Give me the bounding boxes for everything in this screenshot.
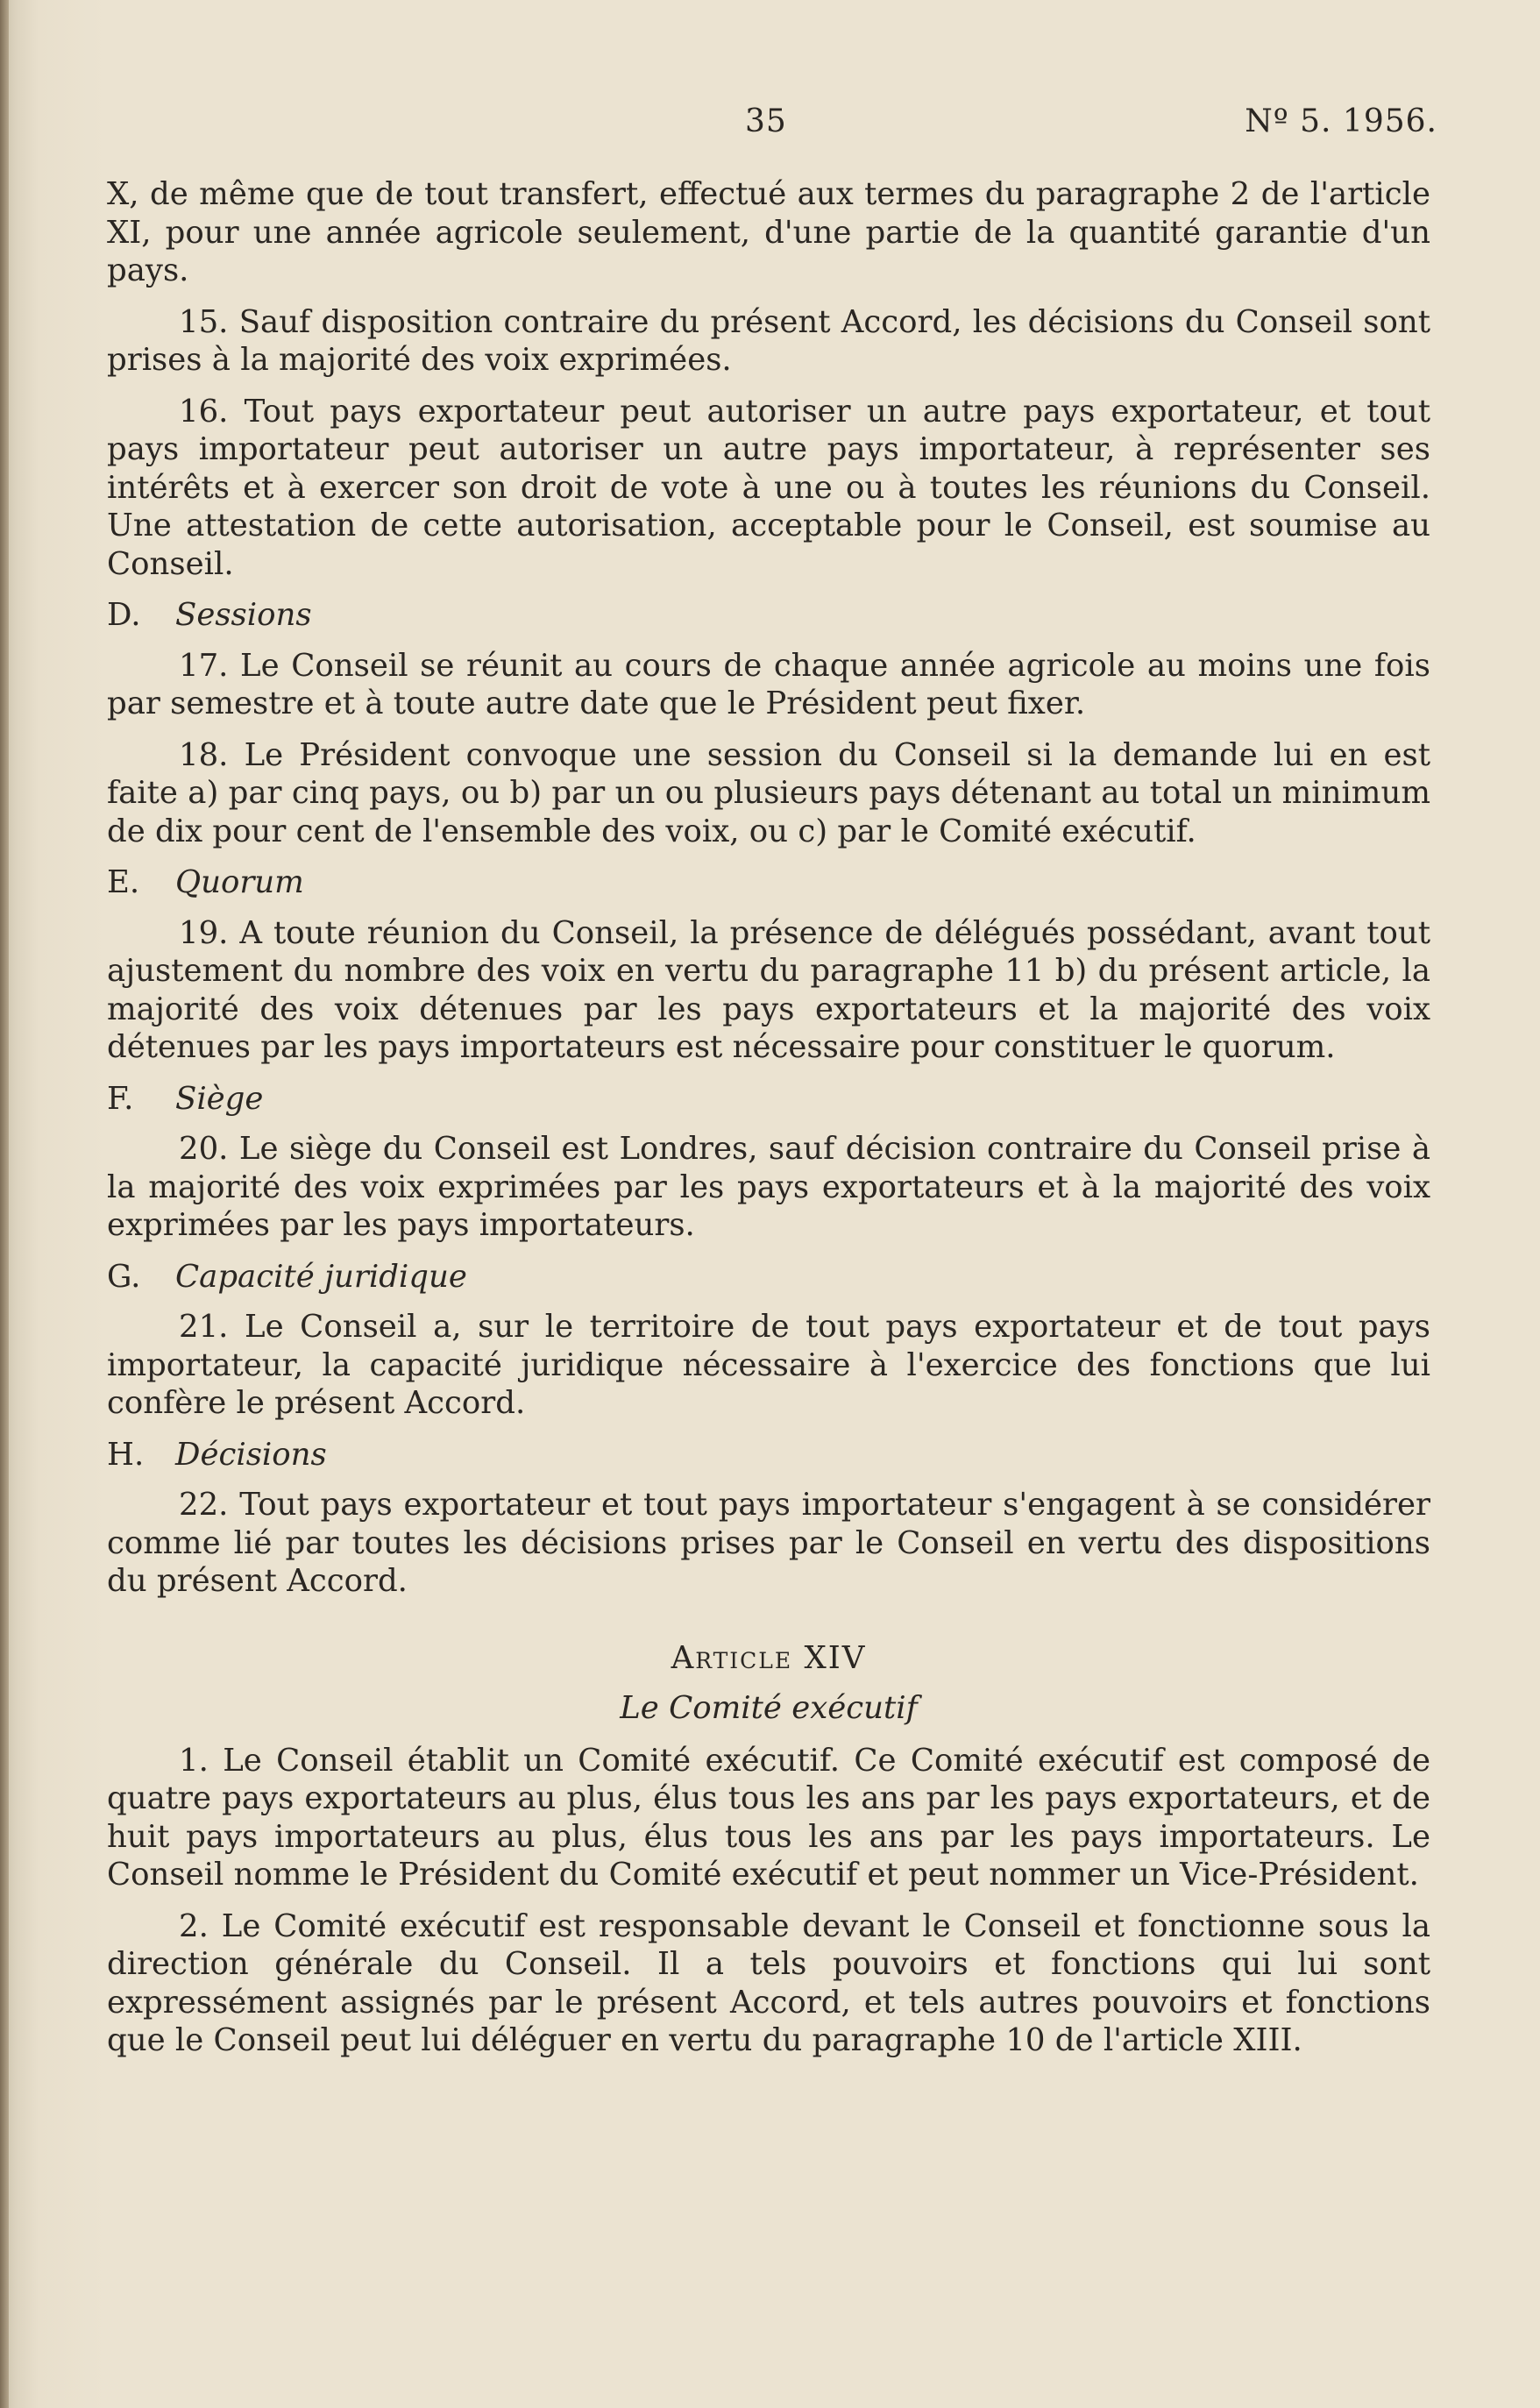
section-title: Quorum [175, 864, 304, 900]
section-title: Décisions [175, 1436, 327, 1473]
paragraph: 21. Le Conseil a, sur le territoire de tout pays exportateur et de tout pays importateur, la capacité juridique nécessaire à l'exercice des fonctions que lui confère le présent Accord. [107, 1309, 1430, 1421]
section-letter: E. [107, 864, 140, 900]
section-title: Sessions [175, 597, 312, 633]
page-header [175, 103, 1437, 147]
section-heading [107, 1258, 1430, 1296]
paragraph: X, de même que de tout transfert, effectué aux termes du paragraphe 2 de l'article XI, pour une année agricole seulement, d'une partie de la quantité garantie d'un pays. [107, 176, 1430, 288]
section-heading [107, 1080, 1430, 1119]
section-letter: G. [107, 1258, 141, 1295]
section-letter: H. [107, 1436, 145, 1473]
issue-number: Nº 5. 1956. [1245, 103, 1437, 139]
section-letter: D. [107, 597, 141, 633]
paragraph: 17. Le Conseil se réunit au cours de chaque année agricole au moins une fois par semestre et à toute autre date que le Président peut fixer. [107, 647, 1430, 721]
paragraph: 18. Le Président convoque une session du Conseil si la demande lui en est faite a) par cinq pays, ou b) par un ou plusieurs pays détenant au total un minimum de dix pour cent de l'ensemble des voix, ou c) par le Comité exécutif. [107, 736, 1430, 849]
book-spine-shadow [0, 0, 9, 2408]
paragraph: 16. Tout pays exportateur peut autoriser un autre pays exportateur, et tout pays importateur peut autoriser un autre pays importateur, à représenter ses intérêts et à exercer son droit de vote à une ou à toutes les réunions du Conseil. Une attestation de cette autorisation, acceptable pour le Conseil, est soumise au Conseil. [107, 393, 1430, 582]
paragraph: 19. A toute réunion du Conseil, la présence de délégués possédant, avant tout ajustement du nombre des voix en vertu du paragraphe 11 b) du présent article, la majorité des voix détenues par les pays exportateurs et la majorité des voix détenues par les pays importateurs est nécessaire pour constituer le quorum. [107, 914, 1430, 1065]
paragraph: 1. Le Conseil établit un Comité exécutif. Ce Comité exécutif est composé de quatre pays exportateurs au plus, élus tous les ans par les pays exportateurs, et de huit pays importateurs au plus, élus tous les ans par les pays importateurs. Le Conseil nomme le Président du Comité exécutif et peut nommer un Vice-Président. [107, 1742, 1430, 1893]
article-subtitle: Le Comité exécutif [620, 1690, 918, 1726]
page-body [107, 175, 1430, 2073]
paragraph: 15. Sauf disposition contraire du présent Accord, les décisions du Conseil sont prises à la majorité des voix exprimées. [107, 303, 1430, 378]
article-heading: Article XIV [671, 1639, 867, 1676]
section-letter: F. [107, 1080, 134, 1117]
section-heading [107, 863, 1430, 902]
section-heading [107, 1436, 1430, 1474]
section-title: Siège [175, 1080, 264, 1117]
section-title: Capacité juridique [175, 1258, 467, 1295]
section-heading [107, 596, 1430, 635]
page-number: 35 [745, 103, 787, 139]
paragraph: 22. Tout pays exportateur et tout pays importateur s'engagent à se considérer comme lié par toutes les décisions prises par le Conseil en vertu des dispositions du présent Accord. [107, 1487, 1430, 1599]
paragraph: 20. Le siège du Conseil est Londres, sauf décision contraire du Conseil prise à la majorité des voix exprimées par les pays exportateurs et à la majorité des voix exprimées par les pays importateurs. [107, 1131, 1430, 1243]
paragraph: 2. Le Comité exécutif est responsable devant le Conseil et fonctionne sous la direction générale du Conseil. Il a tels pouvoirs et fonctions qui lui sont expressément assignés par le présent Accord, et tels autres pouvoirs et fonctions que le Conseil peut lui déléguer en vertu du paragraphe 10 de l'article XIII. [107, 1907, 1430, 2058]
